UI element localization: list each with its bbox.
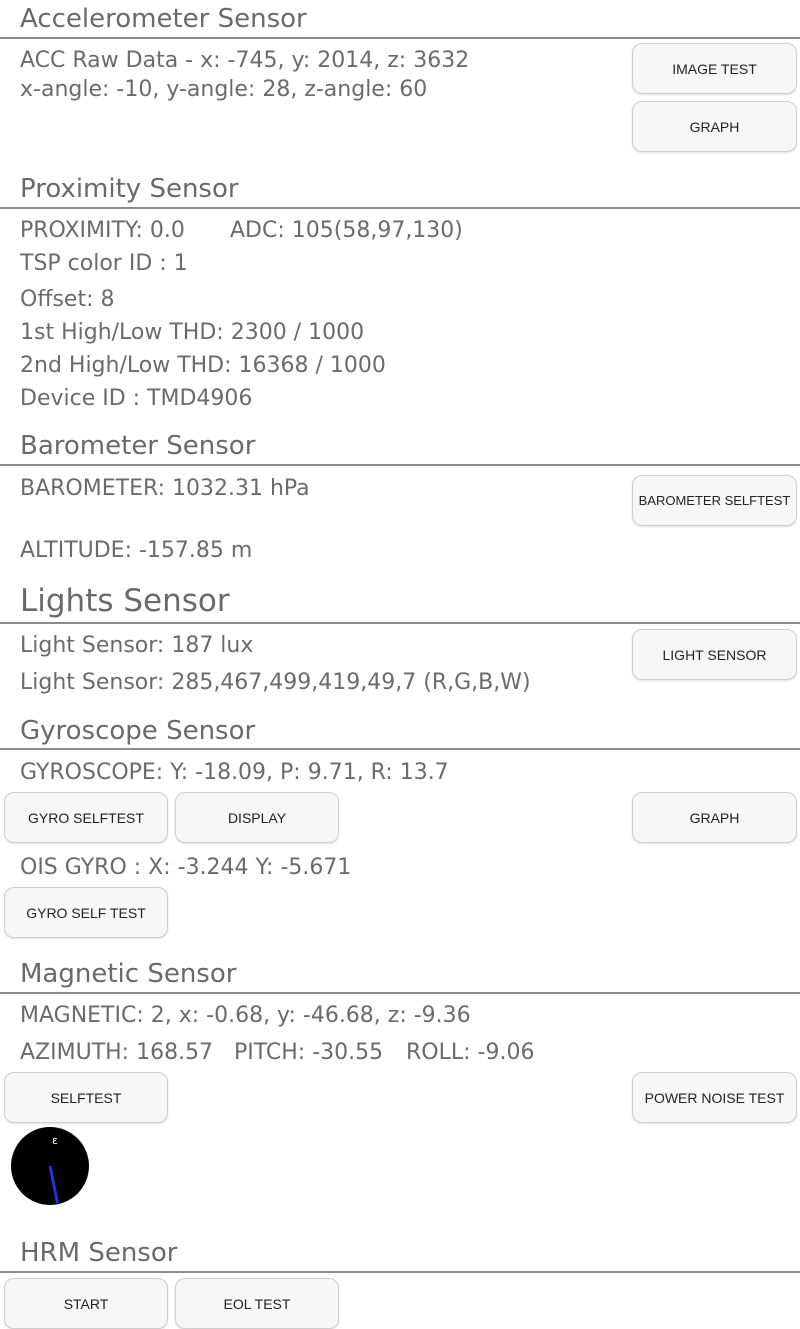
proximity-device-id: Device ID : TMD4906 — [20, 386, 253, 411]
light-rgbw: Light Sensor: 285,467,499,419,49,7 (R,G,B,W) — [20, 670, 531, 695]
barometer-title: Barometer Sensor — [20, 431, 256, 461]
magnetic-divider — [0, 992, 800, 994]
proximity-divider — [0, 207, 800, 209]
compass-dial — [11, 1127, 89, 1205]
pitch-value: PITCH: -30.55 — [234, 1040, 384, 1065]
proximity-thd-1: 1st High/Low THD: 2300 / 1000 — [20, 320, 365, 345]
image-test-button[interactable]: IMAGE TEST — [632, 43, 797, 94]
accelerometer-divider — [0, 37, 800, 39]
accelerometer-title: Accelerometer Sensor — [20, 4, 307, 34]
ois-gyro-value: OIS GYRO : X: -3.244 Y: -5.671 — [20, 855, 352, 880]
proximity-value: PROXIMITY: 0.0 — [20, 218, 185, 243]
hrm-start-button[interactable]: START — [4, 1278, 168, 1329]
gyro-selftest-button[interactable]: GYRO SELFTEST — [4, 792, 168, 843]
azimuth-value: AZIMUTH: 168.57 — [20, 1040, 214, 1065]
gyroscope-divider — [0, 748, 800, 750]
gyro-display-button[interactable]: DISPLAY — [175, 792, 339, 843]
acc-angles: x-angle: -10, y-angle: 28, z-angle: 60 — [20, 77, 428, 102]
proximity-adc: ADC: 105(58,97,130) — [230, 218, 463, 243]
light-lux: Light Sensor: 187 lux — [20, 633, 254, 658]
power-noise-test-button[interactable]: POWER NOISE TEST — [632, 1072, 797, 1123]
magnetic-value: MAGNETIC: 2, x: -0.68, y: -46.68, z: -9.36 — [20, 1003, 471, 1028]
hrm-eol-test-button[interactable]: EOL TEST — [175, 1278, 339, 1329]
gyroscope-value: GYROSCOPE: Y: -18.09, P: 9.71, R: 13.7 — [20, 760, 449, 785]
acc-graph-button[interactable]: GRAPH — [632, 101, 797, 152]
tsp-color-id: TSP color ID : 1 — [20, 251, 188, 276]
compass-marker: ε — [52, 1134, 58, 1147]
acc-raw-data: ACC Raw Data - x: -745, y: 2014, z: 3632 — [20, 48, 470, 73]
hrm-divider — [0, 1271, 800, 1273]
magnetic-title: Magnetic Sensor — [20, 959, 237, 989]
hrm-title: HRM Sensor — [20, 1238, 178, 1268]
proximity-offset: Offset: 8 — [20, 287, 115, 312]
magnetic-selftest-button[interactable]: SELFTEST — [4, 1072, 168, 1123]
ois-gyro-selftest-button[interactable]: GYRO SELF TEST — [4, 887, 168, 938]
barometer-value: BAROMETER: 1032.31 hPa — [20, 476, 310, 501]
barometer-divider — [0, 464, 800, 466]
lights-title: Lights Sensor — [20, 583, 230, 619]
barometer-selftest-button[interactable]: BAROMETER SELFTEST — [632, 475, 797, 526]
altitude-value: ALTITUDE: -157.85 m — [20, 538, 253, 563]
proximity-thd-2: 2nd High/Low THD: 16368 / 1000 — [20, 353, 386, 378]
roll-value: ROLL: -9.06 — [406, 1040, 535, 1065]
gyro-graph-button[interactable]: GRAPH — [632, 792, 797, 843]
lights-divider — [0, 622, 800, 624]
light-sensor-button[interactable]: LIGHT SENSOR — [632, 629, 797, 680]
gyroscope-title: Gyroscope Sensor — [20, 716, 256, 746]
proximity-title: Proximity Sensor — [20, 174, 239, 204]
